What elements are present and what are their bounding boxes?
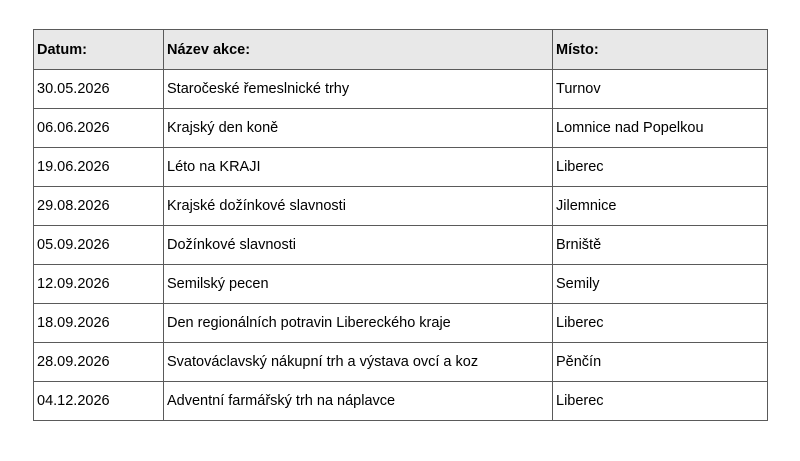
table-row: [34, 265, 768, 304]
cell-event-name: Adventní farmářský trh na náplavce: [164, 382, 553, 421]
cell-place: Liberec: [553, 148, 768, 187]
cell-place: Jilemnice: [553, 187, 768, 226]
events-table: [33, 29, 768, 421]
cell-date: 05.09.2026: [34, 226, 164, 265]
cell-date: 04.12.2026: [34, 382, 164, 421]
cell-event-name: Krajský den koně: [164, 109, 553, 148]
cell-date: 19.06.2026: [34, 148, 164, 187]
cell-place: Liberec: [553, 382, 768, 421]
cell-event-name: Semilský pecen: [164, 265, 553, 304]
table-row: [34, 304, 768, 343]
cell-place: Lomnice nad Popelkou: [553, 109, 768, 148]
table-row: [34, 148, 768, 187]
table-row: [34, 382, 768, 421]
cell-event-name: Svatováclavský nákupní trh a výstava ovcí a koz: [164, 343, 553, 382]
header-place: Místo:: [553, 30, 768, 70]
cell-place: Brniště: [553, 226, 768, 265]
cell-place: Liberec: [553, 304, 768, 343]
cell-date: 12.09.2026: [34, 265, 164, 304]
header-row: [34, 30, 768, 70]
cell-place: Turnov: [553, 70, 768, 109]
table-row: [34, 226, 768, 265]
cell-date: 30.05.2026: [34, 70, 164, 109]
cell-event-name: Dožínkové slavnosti: [164, 226, 553, 265]
header-date: Datum:: [34, 30, 164, 70]
header-event-name: Název akce:: [164, 30, 553, 70]
cell-event-name: Staročeské řemeslnické trhy: [164, 70, 553, 109]
cell-date: 06.06.2026: [34, 109, 164, 148]
cell-date: 18.09.2026: [34, 304, 164, 343]
cell-date: 29.08.2026: [34, 187, 164, 226]
cell-place: Pěnčín: [553, 343, 768, 382]
cell-place: Semily: [553, 265, 768, 304]
table-row: [34, 187, 768, 226]
table-row: [34, 343, 768, 382]
cell-event-name: Krajské dožínkové slavnosti: [164, 187, 553, 226]
table-header: [34, 30, 768, 70]
table-row: [34, 109, 768, 148]
cell-event-name: Den regionálních potravin Libereckého kraje: [164, 304, 553, 343]
table-row: [34, 70, 768, 109]
cell-date: 28.09.2026: [34, 343, 164, 382]
table-body: [34, 70, 768, 421]
cell-event-name: Léto na KRAJI: [164, 148, 553, 187]
